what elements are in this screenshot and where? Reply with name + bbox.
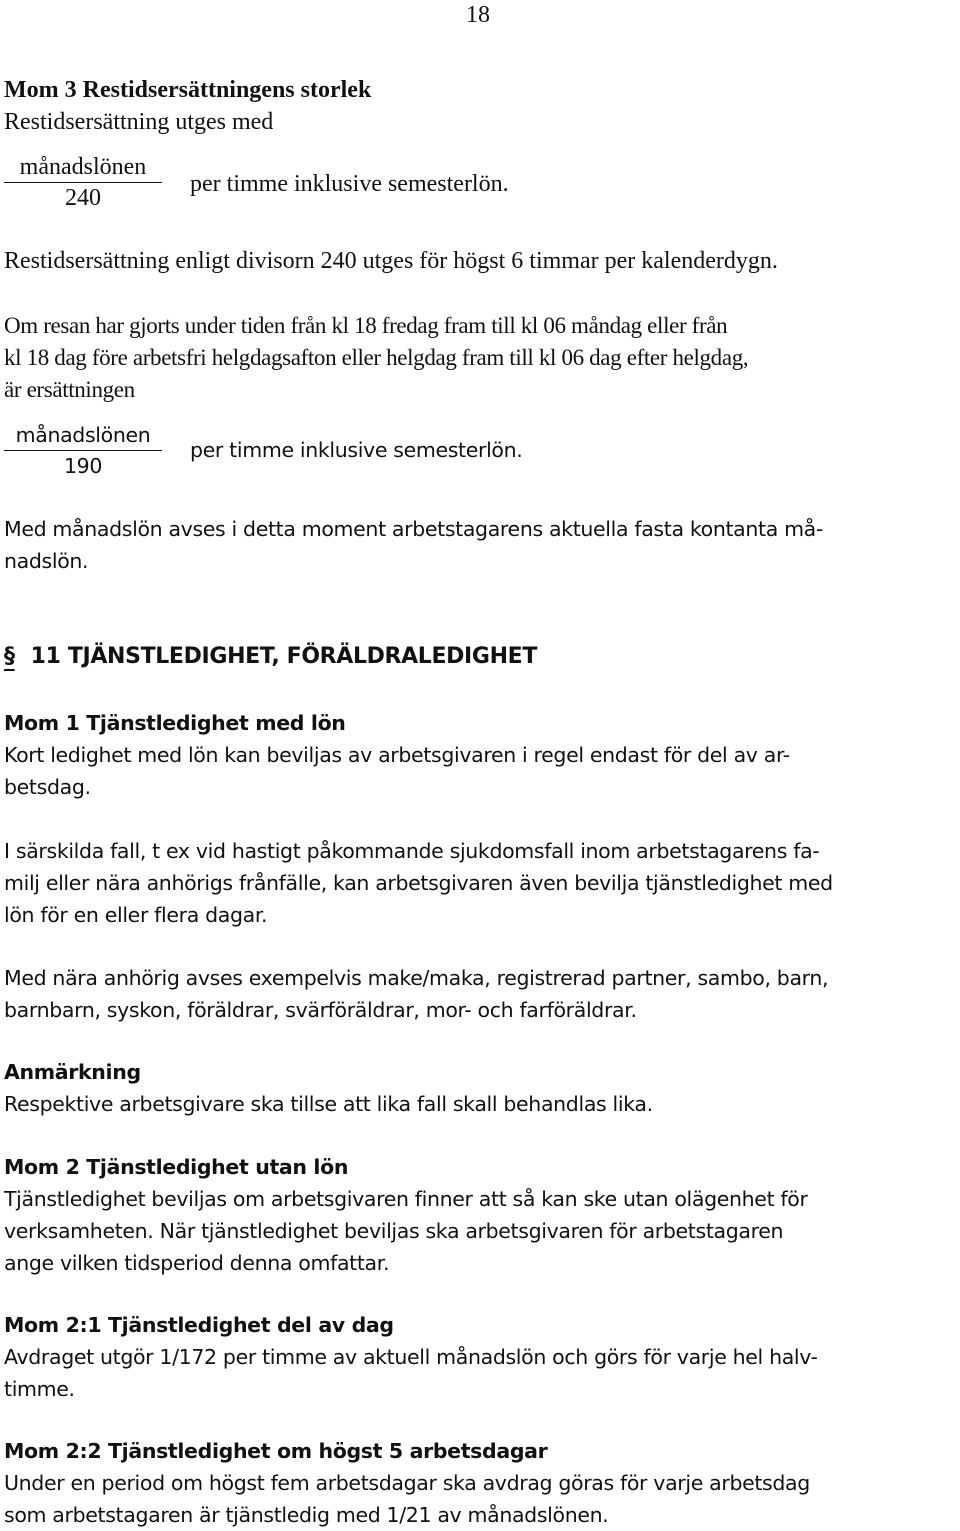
page-number: 18 <box>466 2 490 28</box>
formula-190 <box>4 420 162 481</box>
note-heading: Anmärkning <box>4 1060 141 1084</box>
mom1-p2-line: lön för en eller flera dagar. <box>4 903 268 927</box>
mom2-2-heading: Mom 2:2 Tjänstledighet om högst 5 arbetsdagar <box>4 1439 548 1463</box>
section-11-title: 11 TJÄNSTLEDIGHET, FÖRÄLDRALEDIGHET <box>30 644 537 669</box>
formula-190-denominator: 190 <box>63 454 103 478</box>
definition-line: Med månadslön avses i detta moment arbetstagarens aktuella fasta kontanta må- <box>4 517 823 541</box>
mom2-1-heading: Mom 2:1 Tjänstledighet del av dag <box>4 1313 394 1337</box>
section-11-title-row <box>4 640 537 674</box>
formula-190-numerator: månadslönen <box>4 420 162 451</box>
mom3-heading: Mom 3 Restidsersättningens storlek <box>4 77 372 103</box>
mom1-p3-line: Med nära anhörig avses exempelvis make/maka, registrerad partner, sambo, barn, <box>4 966 829 990</box>
mom2-line: verksamheten. När tjänstledighet beviljas ska arbetsgivaren för arbetstagaren <box>4 1219 784 1243</box>
mom2-1-line: Avdraget utgör 1/172 per timme av aktuell månadslön och görs för varje hel halv- <box>4 1345 818 1369</box>
formula-190-suffix: per timme inklusive semesterlön. <box>190 438 523 462</box>
note-text: Respektive arbetsgivare ska tillse att lika fall skall behandlas lika. <box>4 1092 653 1116</box>
mom2-1-line: timme. <box>4 1377 75 1401</box>
mom1-heading: Mom 1 Tjänstledighet med lön <box>4 711 346 735</box>
mom2-2-line: Under en period om högst fem arbetsdagar ska avdrag göras för varje arbetsdag <box>4 1471 810 1495</box>
weekend-line: Om resan har gjorts under tiden från kl 18 fredag fram till kl 06 måndag eller från <box>4 313 728 338</box>
formula-240-denominator: 240 <box>65 185 101 211</box>
paragraph-sign: § <box>4 644 15 669</box>
formula-240 <box>4 152 162 213</box>
limit-text: Restidsersättning enligt divisorn 240 utges för högst 6 timmar per kalenderdygn. <box>4 248 778 274</box>
weekend-line: är ersättningen <box>4 377 135 402</box>
mom1-section <box>4 707 952 803</box>
mom2-line: ange vilken tidsperiod denna omfattar. <box>4 1251 390 1275</box>
mom1-p1-line: Kort ledighet med lön kan beviljas av arbetsgivaren i regel endast för del av ar- <box>4 743 790 767</box>
mom1-p1-line: betsdag. <box>4 775 91 799</box>
mom1-p3 <box>4 962 952 1026</box>
mom1-p2-line: I särskilda fall, t ex vid hastigt påkommande sjukdomsfall inom arbetstagarens fa- <box>4 839 820 863</box>
mom2-2-line: som arbetstagaren är tjänstledig med 1/21 av månadslönen. <box>4 1503 609 1527</box>
mom1-note <box>4 1056 952 1120</box>
mom3-intro: Restidsersättning utges med <box>4 109 274 135</box>
weekend-paragraph <box>4 310 952 406</box>
definition-paragraph <box>4 513 952 577</box>
weekend-line: kl 18 dag före arbetsfri helgdagsafton eller helgdag fram till kl 06 dag efter helgdag, <box>4 345 749 370</box>
mom2-section <box>4 1151 952 1279</box>
mom1-p3-line: barnbarn, syskon, föräldrar, svärföräldrar, mor- och farföräldrar. <box>4 998 637 1022</box>
mom2-1-section <box>4 1309 952 1405</box>
mom1-p2 <box>4 835 952 931</box>
definition-line: nadslön. <box>4 549 89 573</box>
mom2-2-section <box>4 1435 952 1531</box>
mom2-heading: Mom 2 Tjänstledighet utan lön <box>4 1155 349 1179</box>
formula-240-suffix: per timme inklusive semesterlön. <box>190 171 509 197</box>
formula-240-numerator: månadslönen <box>4 152 162 183</box>
mom2-line: Tjänstledighet beviljas om arbetsgivaren finner att så kan ske utan olägenhet för <box>4 1187 808 1211</box>
mom3-section <box>4 74 952 138</box>
mom1-p2-line: milj eller nära anhörigs frånfälle, kan arbetsgivaren även bevilja tjänstledighet med <box>4 871 833 895</box>
